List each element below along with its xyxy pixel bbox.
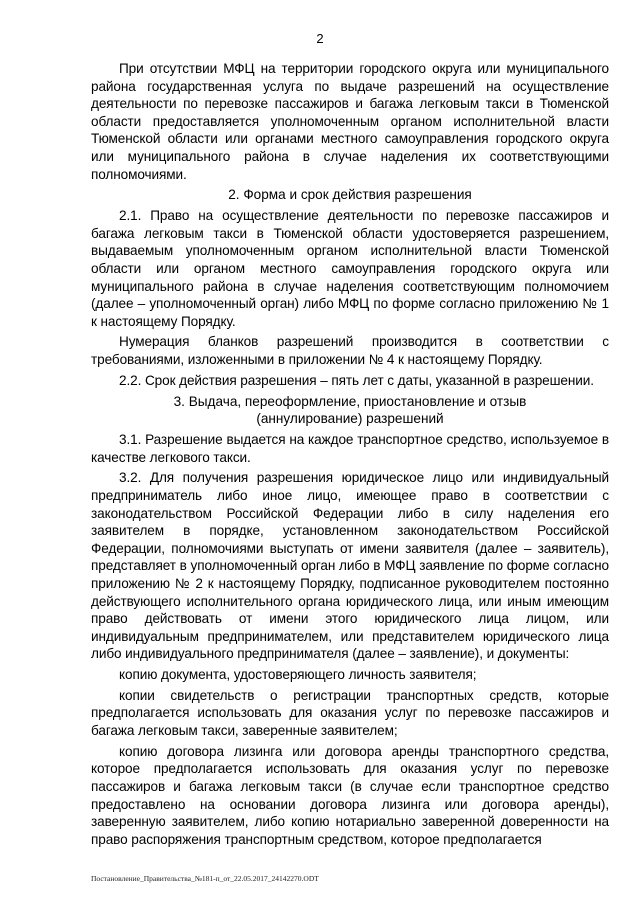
page-number: 2 [316,31,324,46]
paragraph-mfc-absence: При отсутствии МФЦ на территории городского округа или муниципального района государственная услуга по выдаче разрешений на осуществление деятельности по перевозке пассажиров и багажа легковым такси в Тюменской области предоставляется уполномоченным органом исполнительной власти Тюменской области или органами местного самоуправления городского округа или муниципального района в случае наделения их соответствующими полномочиями. [91,61,609,182]
paragraph-2-1: 2.1. Право на осуществление деятельности по перевозке пассажиров и багажа легковым такси в Тюменской области удостоверяется разрешением, выдаваемым уполномоченным органом исполнительной власти Тюменской области или органом местного самоуправления городского округа или муниципального района в случае наделения соответствующим полномочием (далее – уполномоченный орган) либо МФЦ по форме согласно приложению № 1 к настоящему Порядку. [91,208,609,329]
paragraph-3-2: 3.2. Для получения разрешения юридическое лицо или индивидуальный предприниматель либо иное лицо, имеющее право в соответствии с законодательством Российской Федерации либо в силу наделения его заявителем в порядке, установленном законодательством Российской Федерации, полномочиями выступать от имени заявителя (далее – заявитель), представляет в уполномоченный орган либо в МФЦ заявление по форме согласно приложению № 2 к настоящему Порядку, подписанное руководителем постоянно действующего исполнительного органа юридического лица, или иным имеющим право действовать от имени этого юридического лица лицом, или индивидуальным предпринимателем, или представителем юридического лица либо индивидуального предпринимателя (далее – заявление), и документы: [91,470,609,662]
list-item-vehicle-registration: копии свидетельств о регистрации транспортных средств, которые предполагается использовать для оказания услуг по перевозке пассажиров и багажа легковым такси, заверенные заявителем; [91,687,609,739]
paragraph-2-2: 2.2. Срок действия разрешения – пять лет с даты, указанной в разрешении. [119,372,594,388]
document-body [91,60,609,852]
paragraph-numbering: Нумерация бланков разрешений производится в соответствии с требованиями, изложенными в приложении № 4 к настоящему Порядку. [91,334,609,368]
section-heading-3: 3. Выдача, переоформление, приостановление и отзыв (аннулирование) разрешений [173,393,527,427]
paragraph-3-1: 3.1. Разрешение выдается на каждое транспортное средство, используемое в качестве легкового такси. [91,432,609,465]
list-item-lease-agreement: копию договора лизинга или договора аренды транспортного средства, которое предполагается использовать для оказания услуг по перевозке пассажиров и багажа легковым такси (в случае если транспортное средство предоставлено на основании договора лизинга или договора аренды), заверенную заявителем, либо копию нотариально заверенной доверенности на право распоряжения транспортным средством, которое предполагается [91,743,609,847]
section-heading-2: 2. Форма и срок действия разрешения [228,187,472,203]
list-item-identity-document: копию документа, удостоверяющего личность заявителя; [119,667,477,683]
document-footer-filename: Постановление_Правительства_№181-п_от_22.05.2017_24142270.ODT [91,874,319,883]
